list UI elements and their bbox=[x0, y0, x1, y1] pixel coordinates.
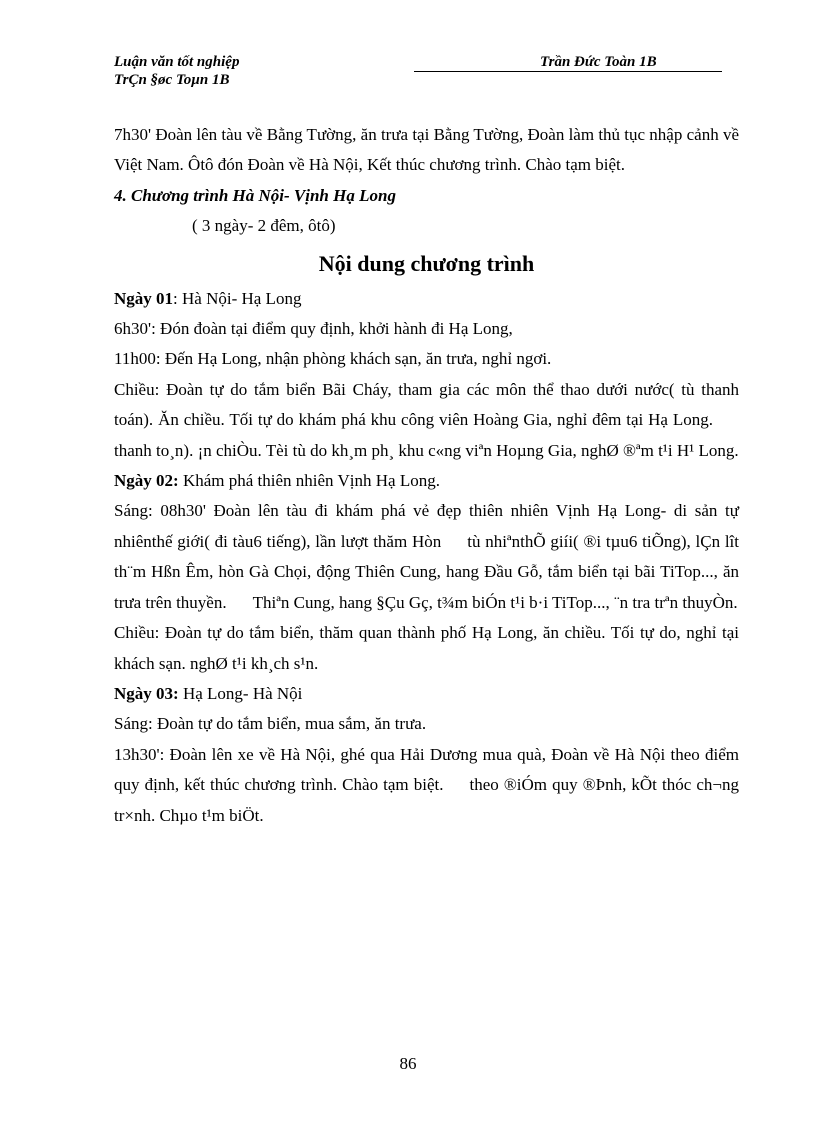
day2-label: Ngày 02: bbox=[114, 471, 179, 491]
day2-afternoon bbox=[114, 618, 739, 679]
section-duration: ( 3 ngày- 2 đêm, ôtô) bbox=[192, 216, 336, 236]
day1-afternoon: Chiều: Đoàn tự do tắm biển Bãi Cháy, tham gia các môn thể thao dưới nước( tù thanh toán). Ăn chiều. Tối tự do khám phá khu công viên Hoàng Gia, nghỉ đêm tại Hạ Long. bbox=[114, 379, 739, 430]
day3-heading bbox=[114, 679, 739, 709]
header-author-legacy: TrÇn §øc Toµn 1B bbox=[114, 72, 230, 88]
day2-morning-legacy-2: Thiªn Cung, hang §Çu Gç, t¾m biÓn t¹i b·i TiTop..., ¨n tra trªn thuyÒn. bbox=[252, 592, 738, 612]
day1-title: : Hà Nội- Hạ Long bbox=[173, 288, 302, 308]
page-header bbox=[114, 54, 722, 71]
intro-paragraph: 7h30' Đoàn lên tàu về Bằng Tường, ăn trưa tại Bằng Tường, Đoàn làm thủ tục nhập cảnh về Việt Nam. Ôtô đón Đoàn về Hà Nội, Kết thúc chương trình. Chào tạm biệt. bbox=[114, 125, 739, 175]
day1-line3 bbox=[114, 375, 739, 466]
header-thesis-title: Luận văn tốt nghiệp bbox=[114, 54, 240, 70]
day1-line1: 6h30': Đón đoàn tại điểm quy định, khởi hành đi Hạ Long, bbox=[114, 319, 513, 339]
day1-label: Ngày 01 bbox=[114, 288, 174, 308]
header-author: Trần Đức Toàn 1B bbox=[540, 54, 657, 70]
program-title: Nội dung chương trình bbox=[318, 250, 535, 276]
day2-morning bbox=[114, 496, 739, 618]
day3-afternoon-text: 13h30': Đoàn lên xe về Hà Nội, ghé qua Hải Dương mua quà, Đoàn về Hà Nội theo điểm quy định, kết thúc chương trình. Chào tạm biệt. bbox=[114, 744, 739, 795]
day2-afternoon-text: Chiều: Đoàn tự do tắm biển, thăm quan thành phố Hạ Long, ăn chiều. Tối tự do, nghỉ tại khách sạn. bbox=[114, 623, 739, 673]
page-number: 86 bbox=[399, 1054, 417, 1073]
day3-afternoon bbox=[114, 740, 739, 831]
day3-label: Ngày 03: bbox=[114, 683, 179, 703]
day1-heading bbox=[114, 284, 739, 314]
day3-title: Hạ Long- Hà Nội bbox=[178, 683, 303, 703]
day3-morning: Sáng: Đoàn tự do tắm biển, mua sắm, ăn trưa. bbox=[114, 714, 427, 734]
day1-afternoon-legacy: thanh to¸n). ¡n chiÒu. Tèi tù do kh¸m ph¸ khu c«ng viªn Hoµng Gia, nghØ ®ªm t¹i H¹ Long. bbox=[114, 440, 739, 460]
day2-afternoon-legacy: nghØ t¹i kh¸ch s¹n. bbox=[190, 653, 319, 673]
section-title: 4. Chương trình Hà Nội- Vịnh Hạ Long bbox=[114, 185, 396, 205]
day2-morning-legacy: tù nhiªnthÕ giíi( ®i tµu6 tiÕng), lÇn lît th¨m Hßn Êm, hòn Gà Chọi, động Thiên Cung, hang Đầu Gỗ, tắm biển tại bãi TiTop..., ăn trưa trên thuyền. bbox=[114, 531, 739, 612]
document-body bbox=[114, 120, 739, 831]
day3-afternoon-legacy: theo ®iÓm quy ®Þnh, kÕt thóc ch¬ng tr×nh. Chµo t¹m biÖt. bbox=[114, 775, 739, 825]
day2-morning-text: Sáng: 08h30' Đoàn lên tàu đi khám phá vẻ đẹp thiên nhiên Vịnh Hạ Long- di sản tự nhiênthế giới( đi tàu6 tiếng), lần lượt thăm Hòn bbox=[114, 501, 739, 551]
day2-title: Khám phá thiên nhiên Vịnh Hạ Long. bbox=[178, 471, 440, 491]
day1-line2: 11h00: Đến Hạ Long, nhận phòng khách sạn, ăn trưa, nghỉ ngơi. bbox=[114, 349, 552, 369]
day2-heading bbox=[114, 466, 739, 496]
